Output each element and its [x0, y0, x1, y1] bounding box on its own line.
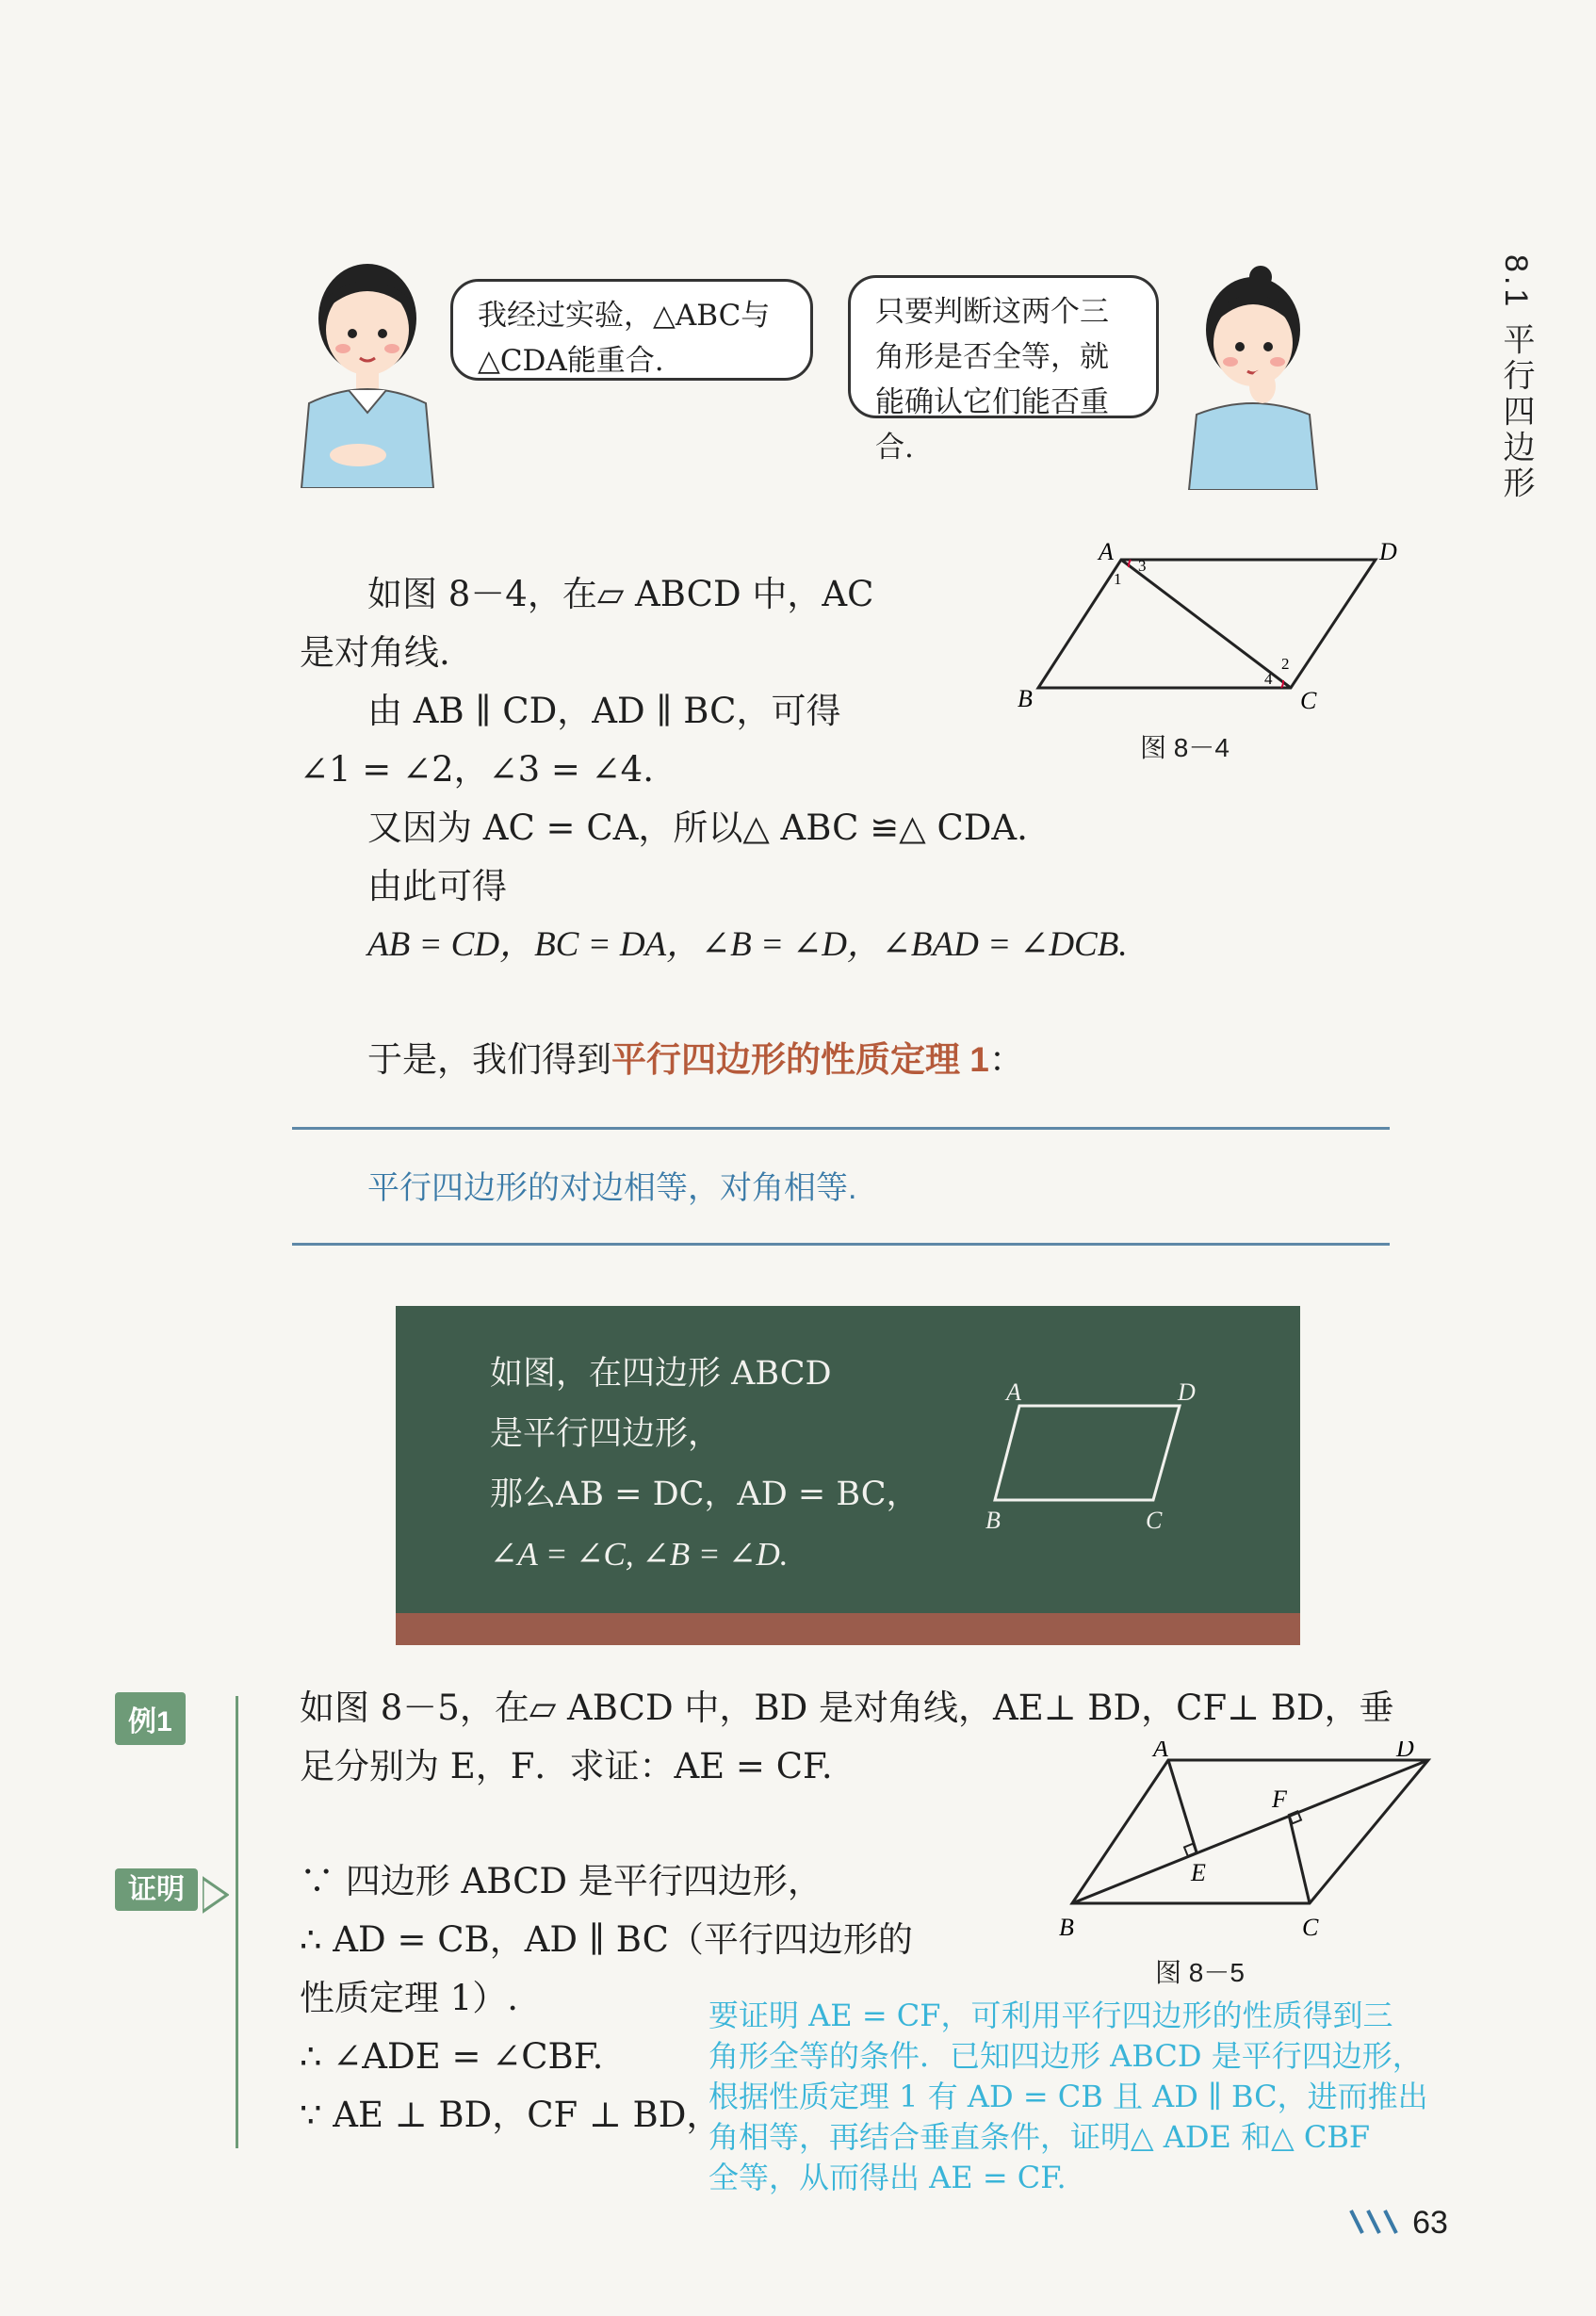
chalk-label-b: B: [985, 1507, 1001, 1532]
proof-line-2: ∴ AD = CB，AD ∥ BC（平行四边形的: [300, 1919, 913, 1960]
proof-line-4: ∴ ∠ADE = ∠CBF.: [300, 2036, 604, 2077]
example-line-1: 如图 8－5，在▱ ABCD 中，BD 是对角线，AE⊥ BD，CF⊥ BD，垂: [300, 1688, 1394, 1728]
fig84-angle-4: 4: [1264, 670, 1273, 688]
girl-illustration: [1176, 264, 1327, 490]
figure-8-5: [1055, 1741, 1451, 1949]
example-line-2: 足分别为 E，F．求证：AE = CF.: [300, 1746, 833, 1786]
para-line-4: ∠1 = ∠2，∠3 = ∠4.: [300, 749, 654, 790]
theorem-intro-text: 于是，我们得到: [367, 1039, 611, 1080]
girl-speech-text: 只要判断这两个三角形是否全等，就能确认它们能否重合.: [875, 295, 1109, 465]
fig84-label-b: B: [1018, 685, 1033, 712]
chalkboard: [396, 1306, 1300, 1643]
note-line-2: 角形全等的条件．已知四边形 ABCD 是平行四边形，: [708, 2038, 1423, 2074]
chalkboard-ledge: [396, 1613, 1300, 1645]
theorem-colon: ：: [988, 1039, 1024, 1080]
para-line-2: 是对角线.: [300, 632, 450, 673]
boy-speech-text: 我经过实验，△ABC与△CDA能重合.: [478, 299, 771, 378]
fig85-label-a: A: [1153, 1741, 1168, 1762]
fig84-label-d: D: [1379, 538, 1397, 565]
theorem-box: [292, 1127, 1390, 1246]
fig84-angle-2: 2: [1281, 655, 1290, 673]
para-line-1: 如图 8－4，在▱ ABCD 中，AC: [367, 574, 874, 614]
fig85-label-b: B: [1059, 1914, 1074, 1941]
figure-8-4-caption: 图 8－4: [1140, 733, 1230, 762]
boy-speech-bubble: [450, 279, 813, 381]
figure-8-5-caption: 图 8－5: [1155, 1958, 1245, 1987]
fig84-angle-1: 1: [1114, 570, 1122, 588]
chalk-line-3: 那么AB = DC，AD = BC，: [490, 1476, 920, 1513]
chalk-line-2: 是平行四边形，: [490, 1415, 722, 1453]
fig84-angle-3: 3: [1138, 557, 1147, 575]
fig85-label-f: F: [1272, 1786, 1287, 1813]
note-line-4: 角相等，再结合垂直条件，证明△ ADE 和△ CBF: [708, 2119, 1371, 2155]
hint-note: [708, 1996, 1462, 2198]
chalk-label-d: D: [1178, 1381, 1196, 1406]
chalk-line-1: 如图，在四边形 ABCD: [490, 1355, 832, 1393]
proof-tag-wrap: [115, 1866, 229, 1914]
proof-line-1: ∵ 四边形 ABCD 是平行四边形，: [300, 1861, 822, 1901]
para-line-7: AB = CD，BC = DA，∠B = ∠D，∠BAD = ∠DCB.: [367, 925, 1128, 964]
example-margin-line: [236, 1696, 238, 2148]
proof-tag: 证明: [115, 1868, 198, 1911]
chalkboard-parallelogram: [961, 1381, 1206, 1532]
chalk-line-4: ∠A = ∠C, ∠B = ∠D.: [490, 1536, 789, 1573]
theorem-intro: [367, 1031, 1024, 1089]
girl-speech-bubble: [848, 275, 1159, 465]
running-header: 8.1 平行四边形: [1498, 254, 1534, 502]
fig85-label-c: C: [1302, 1914, 1319, 1941]
fig85-label-e: E: [1191, 1859, 1206, 1886]
chalk-label-a: A: [1006, 1381, 1021, 1406]
page-stripes-icon: [1347, 2205, 1408, 2237]
theorem-statement: 平行四边形的对边相等，对角相等.: [367, 1170, 857, 1206]
fig84-label-a: A: [1099, 538, 1114, 565]
proof-line-3: 性质定理 1）.: [300, 1978, 519, 2018]
note-line-3: 根据性质定理 1 有 AD = CB 且 AD ∥ BC，进而推出: [708, 2079, 1428, 2114]
para-line-5: 又因为 AC = CA，所以△ ABC ≌△ CDA.: [367, 807, 1028, 848]
note-line-5: 全等，从而得出 AE = CF.: [708, 2160, 1067, 2195]
note-line-1: 要证明 AE = CF，可利用平行四边形的性质得到三: [708, 1998, 1393, 2033]
theorem-name: 平行四边形的性质定理 1: [611, 1040, 989, 1079]
page-number: 63: [1412, 2205, 1448, 2241]
chalk-label-c: C: [1146, 1507, 1163, 1532]
fig84-label-c: C: [1300, 687, 1317, 714]
page-footer: [1347, 2205, 1448, 2242]
boy-illustration: [283, 253, 452, 488]
para-line-6: 由此可得: [367, 866, 507, 906]
proof-line-5: ∵ AE ⊥ BD，CF ⊥ BD，: [300, 2095, 722, 2135]
para-line-3: 由 AB ∥ CD，AD ∥ BC，可得: [367, 691, 841, 731]
fig85-label-d: D: [1396, 1741, 1414, 1762]
proof-arrow-icon: [203, 1876, 229, 1914]
example-tag: 例1: [115, 1692, 186, 1745]
